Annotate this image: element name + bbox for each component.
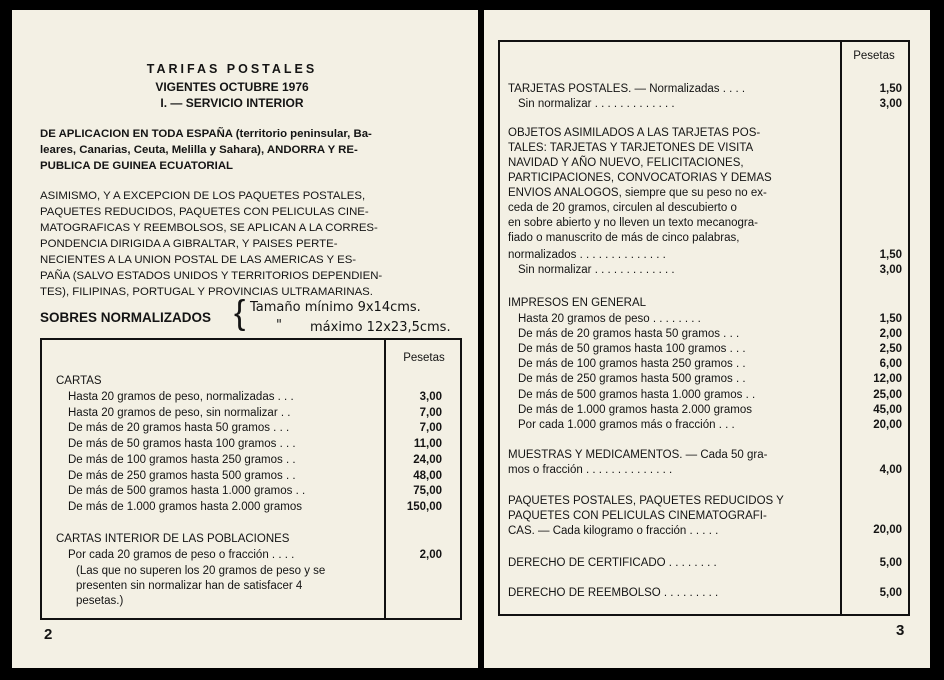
rate-row-label: Hasta 20 gramos de peso, sin normalizar . . (68, 406, 291, 419)
muestras-text (508, 448, 767, 478)
rate-row-label: De más de 1.000 gramos hasta 2.000 gramos (518, 403, 752, 416)
rate-row-value: 20,00 (873, 418, 902, 431)
rate-row-value: 2,50 (879, 343, 902, 356)
rate-row (518, 312, 904, 327)
title-tarifas-postales: TARIFAS POSTALES (146, 62, 318, 76)
rate-row-value: 45,00 (873, 403, 902, 416)
text-line: PAQUETES REDUCIDOS, PAQUETES CON PELICULAS CINE- (40, 206, 369, 218)
text-line: PAQUETES POSTALES, PAQUETES REDUCIDOS Y (508, 495, 784, 507)
rate-row-value: 6,00 (879, 358, 902, 371)
rate-row (518, 357, 904, 372)
rate-row (68, 406, 448, 421)
text-line: leares, Canarias, Ceuta, Melilla y Sahara), ANDORRA Y RE- (40, 144, 358, 156)
rate-row-label: De más de 20 gramos hasta 50 gramos . . . (518, 328, 740, 341)
rate-row-value: 3,00 (879, 264, 902, 276)
rate-row (508, 248, 904, 263)
rate-row-label: De más de 1.000 gramos hasta 2.000 gramos (68, 500, 302, 513)
rate-row-value: 48,00 (413, 469, 442, 482)
paquetes-value: 20,00 (873, 524, 902, 536)
rate-row-label: Hasta 20 gramos de peso, normalizadas . . . (68, 391, 294, 403)
rate-row (508, 263, 904, 278)
text-line: DE APLICACION EN TODA ESPAÑA (territorio peninsular, Ba- (40, 128, 372, 140)
rate-row (68, 390, 448, 405)
cartas-table (40, 338, 462, 620)
left-page (12, 10, 478, 668)
interior-row (68, 548, 448, 563)
rate-row-value: 150,00 (406, 500, 442, 513)
text-line: fiado o manuscrito de más de cinco palabras, (508, 232, 740, 244)
interior-row-label: Por cada 20 gramos de peso o fracción . . . . (68, 549, 295, 561)
rate-row-value: 11,00 (413, 438, 442, 451)
title-vigentes: VIGENTES OCTUBRE 1976 (155, 80, 309, 94)
text-line: PUBLICA DE GUINEA ECUATORIAL (40, 160, 234, 172)
rate-row-label: Hasta 20 gramos de peso . . . . . . . . (518, 313, 701, 325)
rate-row-value: 24,00 (413, 453, 442, 466)
sobres-tamano-minimo: Tamaño mínimo 9x14cms. (250, 300, 421, 315)
paragraph-asimismo (40, 188, 462, 300)
rate-row (68, 484, 448, 499)
column-header-pesetas: Pesetas (403, 352, 445, 364)
note-line: presenten sin normalizar han de satisfacer 4 (76, 580, 303, 592)
rate-row-value: 1,50 (879, 313, 902, 325)
rate-row-value: 7,00 (419, 406, 442, 419)
rate-row-label: De más de 250 gramos hasta 500 gramos . . (68, 469, 296, 482)
tarifas-table-right (498, 40, 910, 616)
rate-row-value: 2,00 (879, 328, 902, 341)
sobres-tamano-maximo: máximo 12x23,5cms. (310, 320, 451, 335)
text-line: MUESTRAS Y MEDICAMENTOS. — Cada 50 gra- (508, 449, 768, 461)
title-servicio-interior: I. — SERVICIO INTERIOR (160, 96, 304, 110)
rate-row-label: De más de 500 gramos hasta 1.000 gramos . . (68, 485, 306, 498)
reembolso-label: DERECHO DE REEMBOLSO . . . . . . . . . (508, 587, 719, 599)
text-line: ceda de 20 gramos, circulen al descubierto o (508, 202, 737, 214)
column-header-pesetas: Pesetas (853, 50, 895, 62)
rate-row-value: 3,00 (419, 391, 442, 403)
rate-row (68, 500, 448, 515)
interior-row-value: 2,00 (419, 549, 442, 561)
rate-row-label: De más de 20 gramos hasta 50 gramos . . . (68, 422, 290, 435)
rate-row (518, 418, 904, 433)
sobres-normalizados-label: SOBRES NORMALIZADOS (40, 310, 212, 325)
rate-row (518, 403, 904, 418)
text-line: TALES: TARJETAS Y TARJETONES DE VISITA (508, 142, 754, 154)
rate-row-value: 7,00 (419, 422, 442, 435)
text-line: MATOGRAFICAS Y REEMBOLSOS, SE APLICAN A LA CORRES- (40, 222, 378, 234)
rate-row-label: De más de 500 gramos hasta 1.000 gramos . . (518, 388, 756, 401)
rate-row (518, 388, 904, 403)
ditto-mark: " (276, 318, 282, 333)
note-line: (Las que no superen los 20 gramos de peso y se (76, 565, 326, 577)
text-line: PONDENCIA DIRIGIDA A GIBRALTAR, Y PAISES PERTE- (40, 238, 338, 250)
text-line: PARTICIPACIONES, CONVOCATORIAS Y DEMAS (508, 172, 772, 184)
rate-row-label: De más de 250 gramos hasta 500 gramos . . (518, 373, 746, 386)
certificado-value: 5,00 (879, 557, 902, 569)
rate-row-label: De más de 50 gramos hasta 100 gramos . . . (518, 343, 746, 356)
rate-row-label: De más de 100 gramos hasta 250 gramos . . (68, 453, 296, 466)
rate-row-label: Sin normalizar . . . . . . . . . . . . . (518, 264, 675, 276)
text-line: ENVIOS ANALOGOS, siempre que su peso no ex- (508, 187, 767, 199)
paragraph-aplicacion (40, 126, 462, 174)
reembolso-row (508, 586, 904, 601)
paquetes-text (508, 494, 836, 539)
rate-row-label: De más de 100 gramos hasta 250 gramos . . (518, 358, 746, 371)
text-line: en sobre abierto y no lleven un texto mecanogra- (508, 217, 758, 229)
page-number-right: 3 (896, 622, 905, 639)
rate-row-value: 12,00 (873, 373, 902, 386)
rate-row (68, 453, 448, 468)
rate-row-value: 25,00 (873, 388, 902, 401)
rate-row-label: De más de 50 gramos hasta 100 gramos . . . (68, 438, 296, 451)
interior-title: CARTAS INTERIOR DE LAS POBLACIONES (56, 533, 290, 545)
text-line: ASIMISMO, Y A EXCEPCION DE LOS PAQUETES POSTALES, (40, 190, 366, 202)
impresos-title: IMPRESOS EN GENERAL (508, 297, 647, 309)
right-page (484, 10, 930, 668)
rate-row (68, 437, 448, 452)
rate-row (508, 82, 904, 97)
rate-row (508, 97, 904, 112)
rate-row-label: normalizados . . . . . . . . . . . . . . (508, 249, 666, 261)
text-line: NAVIDAD Y AÑO NUEVO, FELICITACIONES, (508, 157, 744, 169)
rate-row (518, 327, 904, 342)
certificado-row (508, 556, 904, 571)
rate-row-label: TARJETAS POSTALES. — Normalizadas . . . . (508, 83, 746, 95)
rate-row (518, 342, 904, 357)
brace: { (234, 294, 246, 332)
certificado-label: DERECHO DE CERTIFICADO . . . . . . . . (508, 557, 717, 569)
interior-note (76, 564, 325, 609)
rate-row (68, 421, 448, 436)
note-line: pesetas.) (76, 595, 124, 607)
page-number-left: 2 (44, 626, 53, 643)
rate-row-value: 75,00 (413, 485, 442, 498)
text-line: OBJETOS ASIMILADOS A LAS TARJETAS POS- (508, 127, 761, 139)
rate-row-value: 1,50 (879, 249, 902, 261)
text-line: TES), FILIPINAS, PORTUGAL Y PROVINCIAS ULTRAMARINAS. (40, 286, 373, 298)
text-line: CAS. — Cada kilogramo o fracción . . . . . (508, 525, 719, 537)
rate-row-value: 3,00 (879, 98, 902, 110)
rate-row (518, 372, 904, 387)
text-line: mos o fracción . . . . . . . . . . . . . . (508, 464, 673, 476)
text-line: PAQUETES CON PELICULAS CINEMATOGRAFI- (508, 510, 767, 522)
rate-row-value: 1,50 (879, 83, 902, 95)
muestras-value: 4,00 (879, 464, 902, 476)
objetos-asimilados-text (508, 126, 836, 246)
rate-row-label: Por cada 1.000 gramos más o fracción . . . (518, 418, 735, 431)
cartas-title: CARTAS (56, 375, 102, 387)
text-line: PAÑA (SALVO ESTADOS UNIDOS Y TERRITORIOS DEPENDIEN- (40, 270, 383, 282)
rate-row-label: Sin normalizar . . . . . . . . . . . . . (518, 98, 675, 110)
text-line: NECIENTES A LA UNION POSTAL DE LAS AMERICAS Y ES- (40, 254, 357, 266)
rate-row (68, 469, 448, 484)
reembolso-value: 5,00 (879, 587, 902, 599)
